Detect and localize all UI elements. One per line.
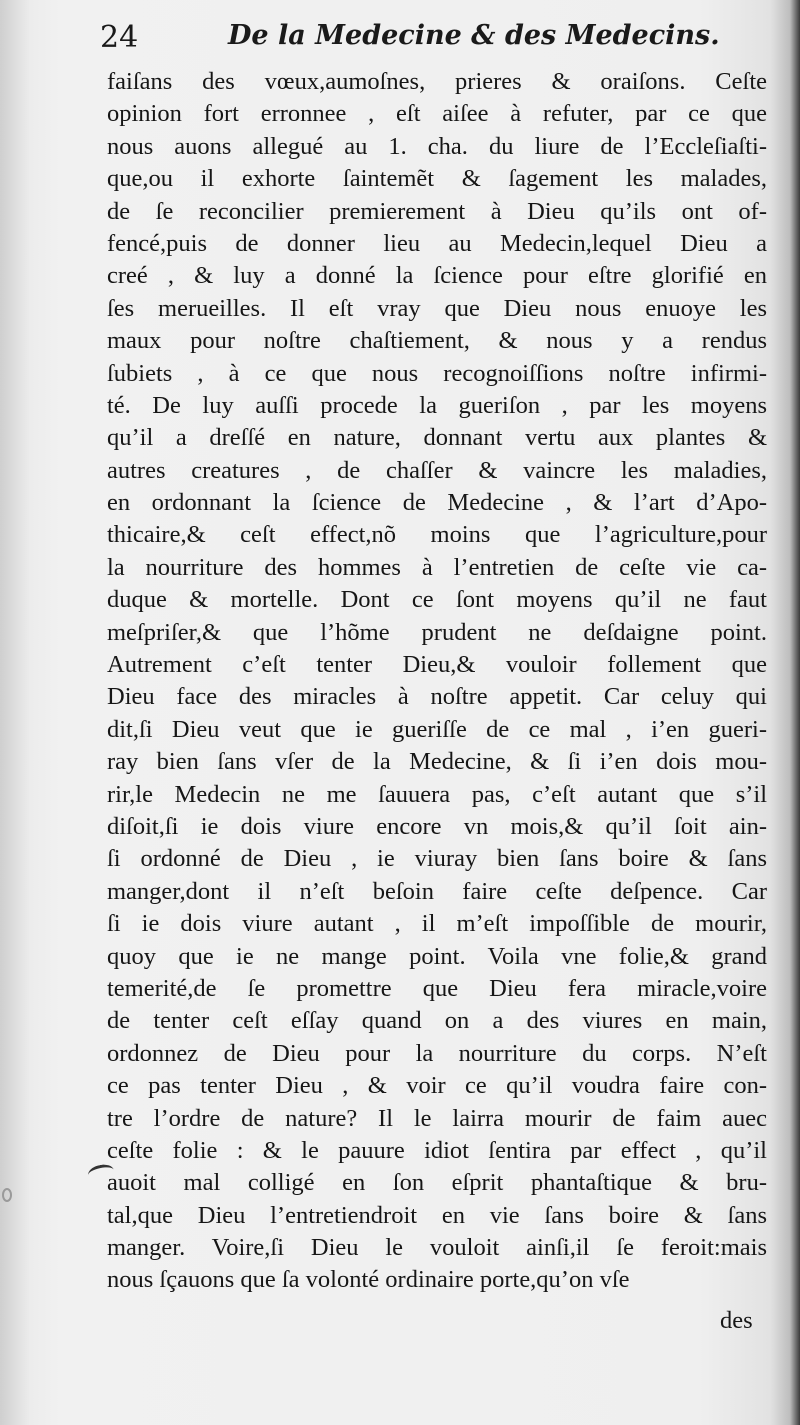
text-line: ſes merueilles. Il eſt vray que Dieu nous enuoye les (107, 294, 767, 322)
text-line: tal,que Dieu l’entretiendroit en vie ſans boire & ſans (107, 1201, 767, 1229)
text-line: nous ſçauons que ſa volonté ordinaire porte,qu’on vſe (107, 1266, 630, 1294)
text-line: tre l’ordre de nature? Il le lairra mourir de faim auec (107, 1104, 767, 1132)
text-line: qu’il a dreſſé en nature, donnant vertu aux plantes & (107, 424, 767, 452)
text-line: de ſe reconcilier premierement à Dieu qu’ils ont of- (107, 197, 767, 225)
page-header (100, 14, 780, 66)
text-line: ſi ordonné de Dieu , ie viuray bien ſans boire & ſans (107, 845, 767, 873)
text-line: quoy que ie ne mange point. Voila vne folie,& grand (107, 942, 767, 970)
text-line: ſi ie dois viure autant , il m’eſt impoſſible de mourir, (107, 910, 767, 938)
text-line: té. De luy auſſi procede la gueriſon , par les moyens (107, 391, 767, 419)
text-line: thicaire,& ceſt effect,nõ moins que l’agriculture,pour (107, 521, 767, 549)
text-line: Autrement c’eſt tenter Dieu,& vouloir follement que (107, 651, 767, 679)
text-line: Dieu face des miracles à noſtre appetit. Car celuy qui (107, 683, 767, 711)
text-line: ceſte folie : & le pauure idiot ſentira par effect , qu’il (107, 1136, 767, 1164)
text-line: auoit mal colligé en ſon eſprit phantaſtique & bru- (107, 1169, 767, 1197)
text-line: creé , & luy a donné la ſcience pour eſtre glorifié en (107, 262, 767, 290)
text-line: meſpriſer,& que l’hõme prudent ne deſdaigne point. (107, 618, 767, 646)
text-line: ce pas tenter Dieu , & voir ce qu’il voudra faire con- (107, 1072, 767, 1100)
margin-hole-mark (2, 1188, 12, 1202)
text-line: ſubiets , à ce que nous recognoiſſions noſtre infirmi- (107, 359, 767, 387)
running-title: De la Medecine & des Medecins. (228, 20, 720, 51)
text-line: en ordonnant la ſcience de Medecine , & l’art d’Apo- (107, 489, 767, 517)
text-line: autres creatures , de chaſſer & vaincre les maladies, (107, 456, 767, 484)
text-line: manger. Voire,ſi Dieu le vouloit ainſi,il ſe feroit:mais (107, 1234, 767, 1262)
text-line: de tenter ceſt eſſay quand on a des viures en main, (107, 1007, 767, 1035)
text-line: ray bien ſans vſer de la Medecine, & ſi i’en dois mou- (107, 748, 767, 776)
text-line: rir,le Medecin ne me ſauuera pas, c’eſt autant que s’il (107, 780, 767, 808)
text-line: fencé,puis de donner lieu au Medecin,lequel Dieu a (107, 229, 767, 257)
text-line: la nourriture des hommes à l’entretien de ceſte vie ca- (107, 553, 767, 581)
text-line: temerité,de ſe promettre que Dieu fera miracle,voire (107, 974, 767, 1002)
text-line: manger,dont il n’eſt beſoin faire ceſte deſpence. Car (107, 877, 767, 905)
text-line: dit,ſi Dieu veut que ie gueriſſe de ce mal , i’en gueri- (107, 715, 767, 743)
text-line: maux pour noſtre chaſtiement, & nous y a rendus (107, 327, 767, 355)
text-line: opinion fort erronnee , eſt aiſee à refuter, par ce que (107, 100, 767, 128)
catchword: des (720, 1307, 753, 1334)
text-line: faiſans des vœux,aumoſnes, prieres & oraiſons. Ceſte (107, 68, 767, 95)
text-line: duque & mortelle. Dont ce ſont moyens qu’il ne faut (107, 586, 767, 614)
text-line: ordonnez de Dieu pour la nourriture du corps. N’eſt (107, 1039, 767, 1067)
text-line: que,ou il exhorte ſaintemẽt & ſagement les malades, (107, 165, 767, 193)
text-line: nous auons allegué au 1. cha. du liure de l’Eccleſiaſti- (107, 132, 767, 160)
text-line: diſoit,ſi ie dois viure encore vn mois,& qu’il ſoit ain- (107, 812, 767, 840)
body-text (107, 66, 767, 1297)
page-number: 24 (100, 20, 139, 55)
